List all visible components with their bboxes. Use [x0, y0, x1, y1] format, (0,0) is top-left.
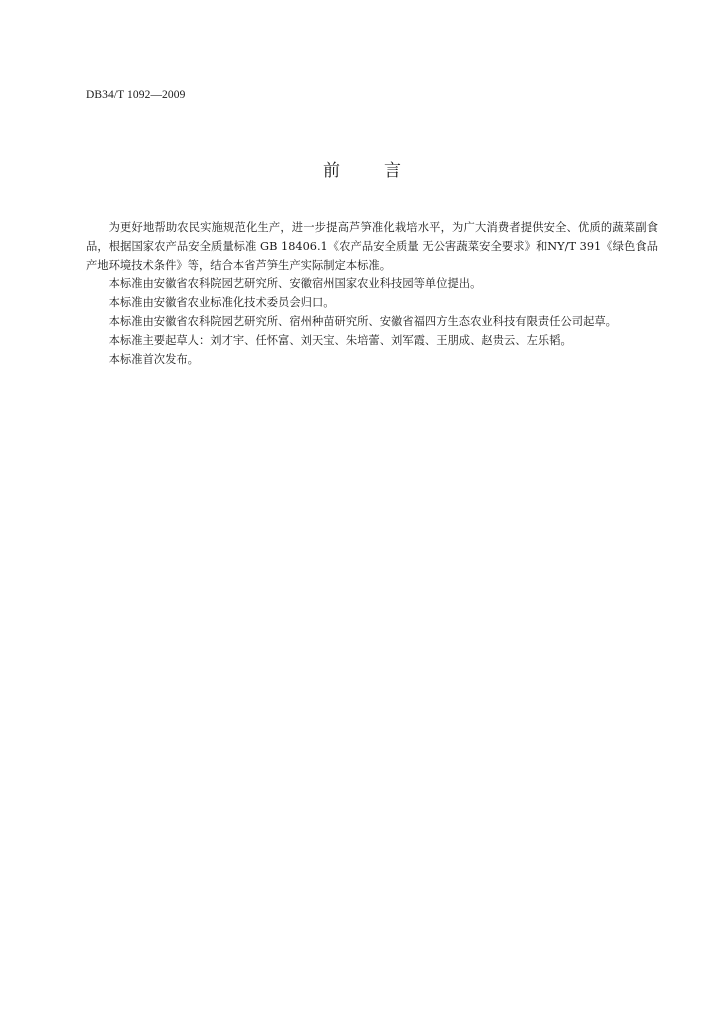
paragraph-committee: 本标准由安徽省农业标准化技术委员会归口。: [108, 296, 335, 310]
paragraph-purpose: 为更好地帮助农民实施规范化生产，进一步提高芦笋准化栽培水平，为广大消费者提供安全、优质的蔬菜副食品，根据国家农产品安全质量标准 GB 18406.1《农产品安全质量 无公害蔬菜安全要求》和NY/T 391《绿色食品 产地环境技术条件》等，结合本省芦笋生产实际制定本标准。: [86, 221, 658, 272]
paragraph-drafting-units: 本标准由安徽省农科院园艺研究所、宿州种苗研究所、安徽省福四方生态农业科技有限责任公司起草。: [108, 314, 617, 328]
title-char-1: 前: [323, 161, 340, 181]
page-title: [0, 156, 724, 181]
foreword-body: [86, 219, 658, 369]
paragraph-proposer: 本标准由安徽省农科院园艺研究所、安徽宿州国家农业科技园等单位提出。: [108, 277, 482, 291]
paragraph-drafters: 本标准主要起草人：刘才宇、任怀富、刘天宝、朱培蕾、刘军霞、王朋成、赵贵云、左乐韬。: [108, 333, 572, 347]
paragraph-first-release: 本标准首次发布。: [108, 352, 199, 366]
title-char-2: 言: [384, 161, 401, 181]
document-code: DB34/T 1092—2009: [86, 89, 186, 101]
